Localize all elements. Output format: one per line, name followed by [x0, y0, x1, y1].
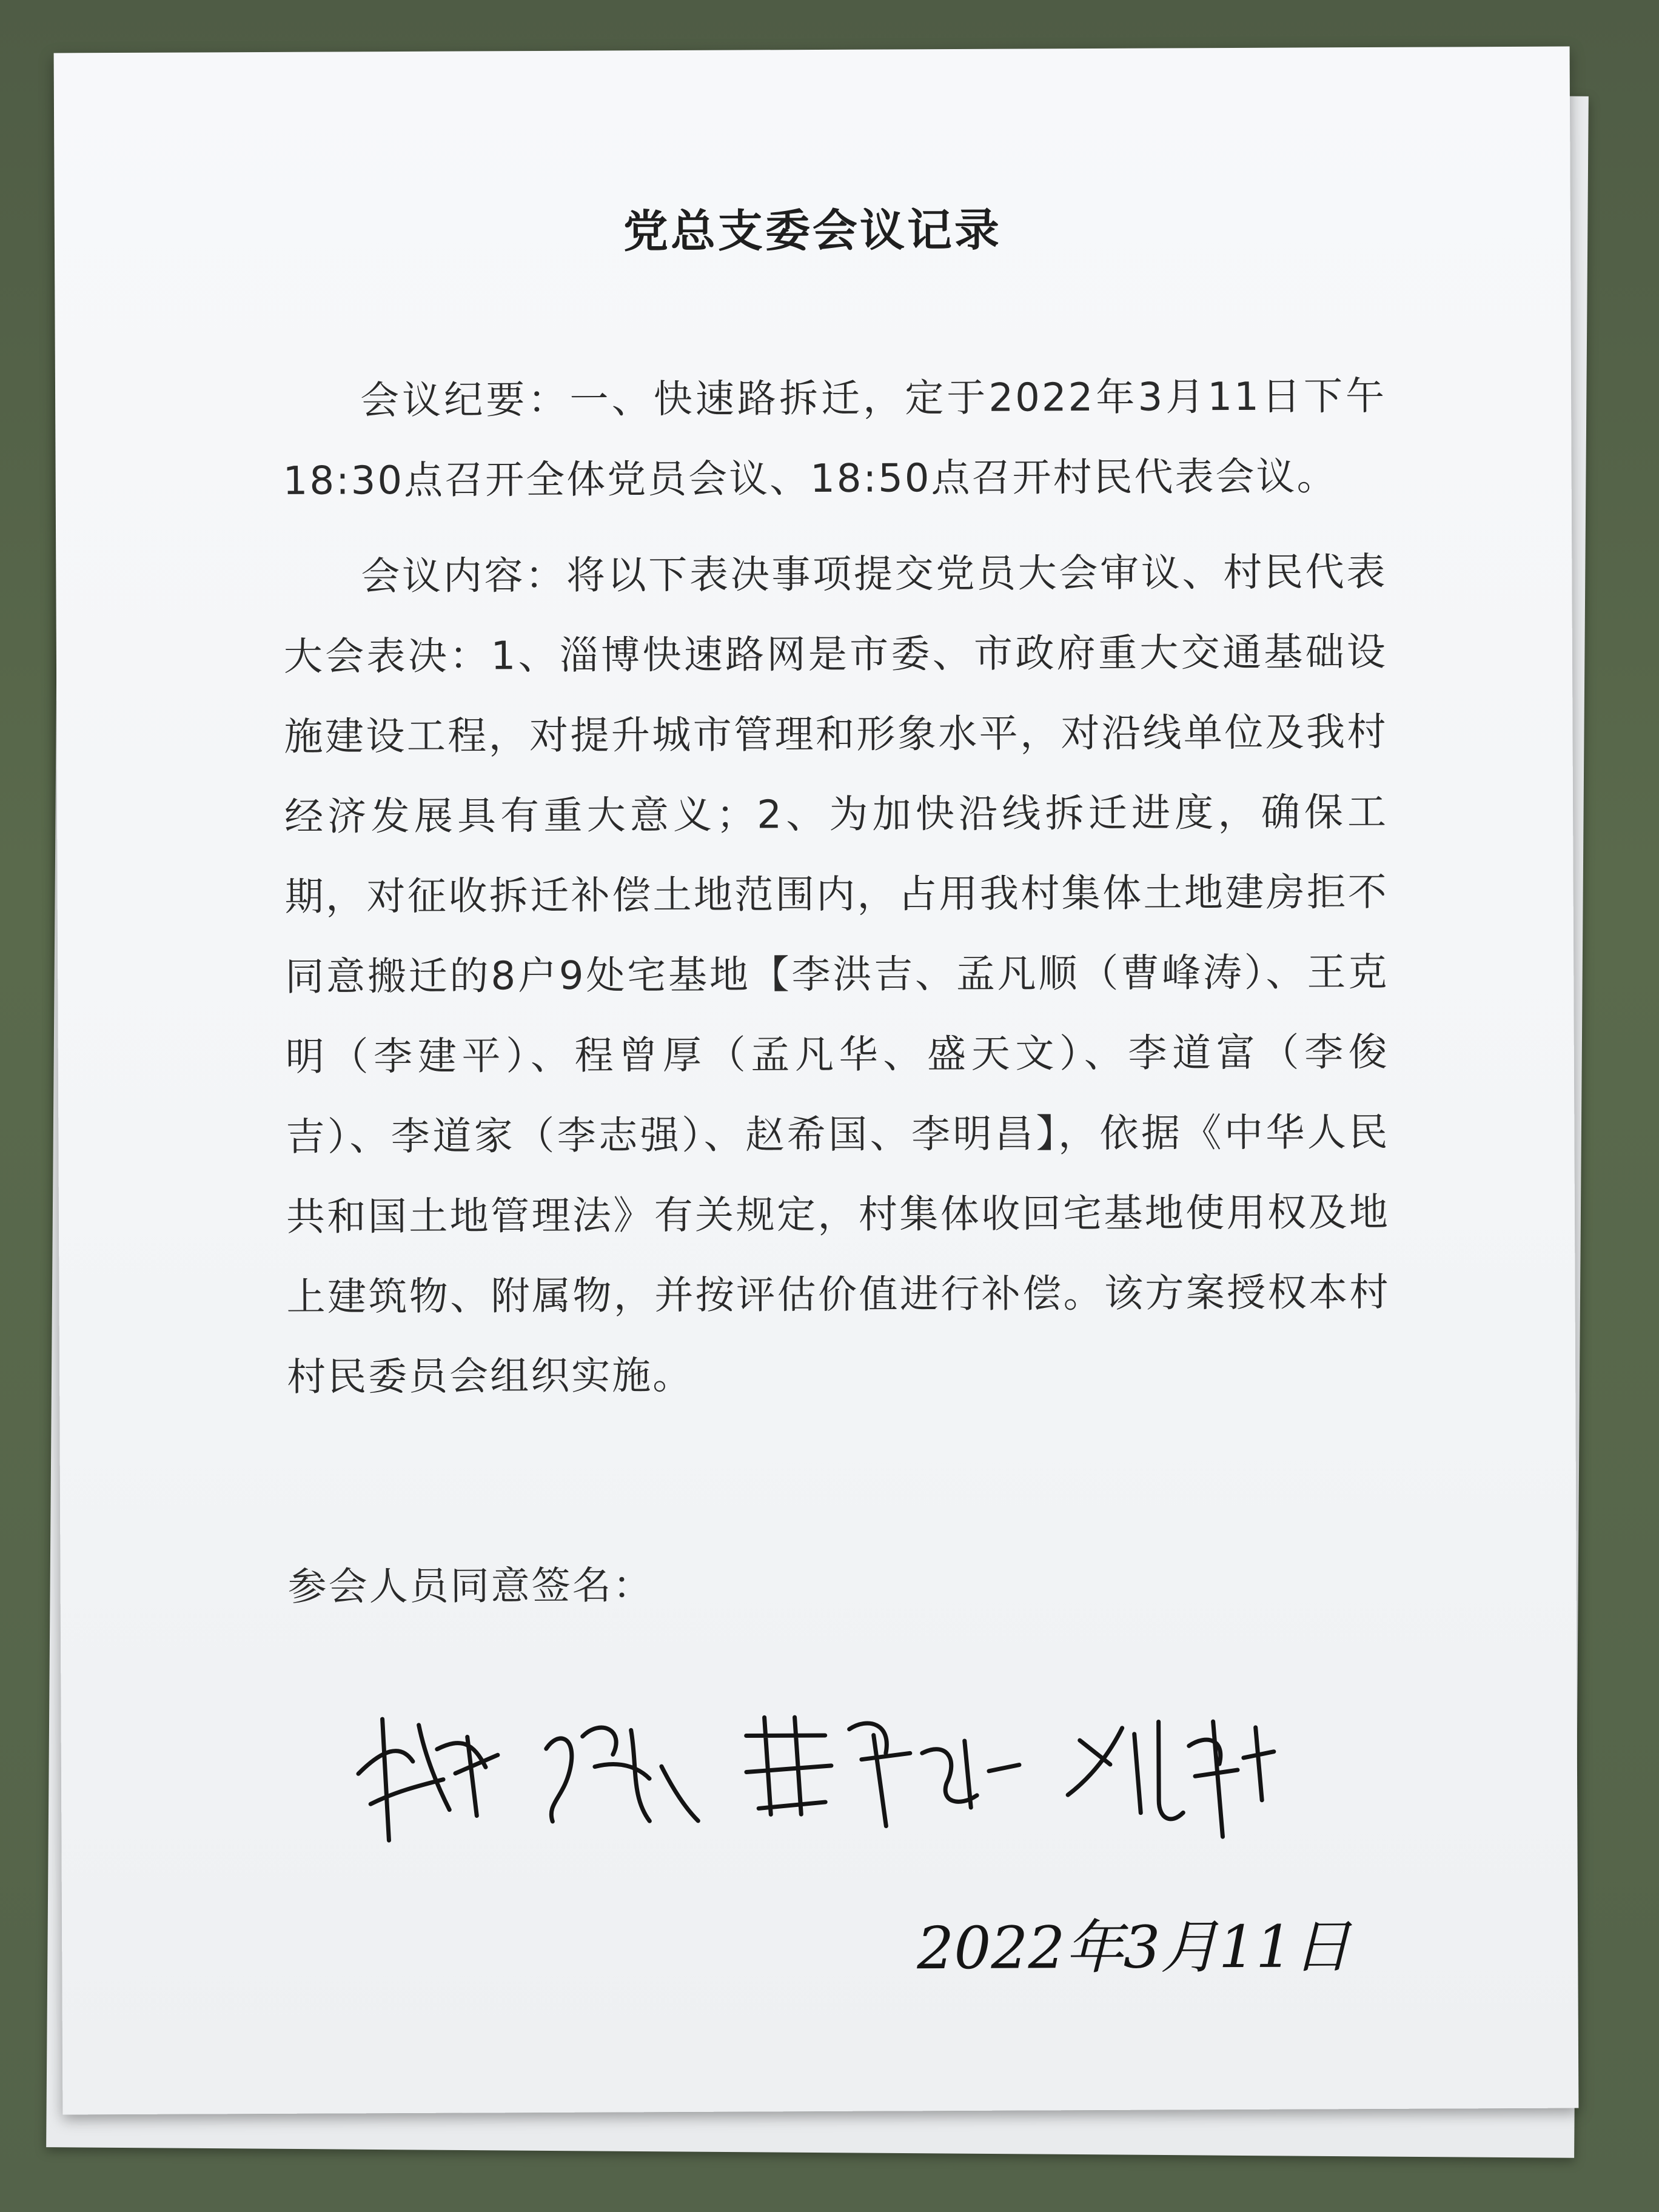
- signature-1: [358, 1718, 498, 1840]
- handwritten-date-text: 2022年3月11日: [917, 1912, 1352, 1983]
- handwritten-date: [911, 1897, 1372, 1996]
- meeting-summary-paragraph: 会议纪要：一、快速路拆迁，定于2022年3月11日下午18:30点召开全体党员会议、18:50点召开村民代表会议。: [283, 374, 1387, 504]
- meeting-content-paragraph: 会议内容：将以下表决事项提交党员大会审议、村民代表大会表决：1、淄博快速路网是市委、市政府重大交通基础设施建设工程，对提升城市管理和形象水平，对沿线单位及我村经济发展具有重大意义；2、为加快沿线拆迁进度，确保工期，对征收拆迁补偿土地范围内，占用我村集体土地建房拒不同意搬迁的8户9处宅基地【李洪吉、孟凡顺（曹峰涛）、王克明（李建平）、程曾厚（孟凡华、盛天文）、李道富（李俊吉）、李道家（李志强）、赵希国、李明昌】，依据《中华人民共和国土地管理法》有关规定，村集体收回宅基地使用权及地上建筑物、附属物，并按评估价值进行补偿。该方案授权本村村民委员会组织实施。: [283, 549, 1390, 1400]
- signature-4: [1068, 1721, 1275, 1837]
- document-title: 党总支委会议记录: [623, 204, 1002, 258]
- handwritten-date-graphic: [911, 1897, 1372, 1996]
- signature-scribbles: [346, 1679, 1292, 1865]
- document-body: [283, 357, 1391, 1433]
- signature-3: [746, 1717, 1020, 1827]
- document-page: [54, 47, 1579, 2115]
- signature-2: [546, 1727, 699, 1822]
- handwritten-signatures: [346, 1679, 1292, 1865]
- signoff-label: 参会人员同意签名：: [287, 1563, 654, 1610]
